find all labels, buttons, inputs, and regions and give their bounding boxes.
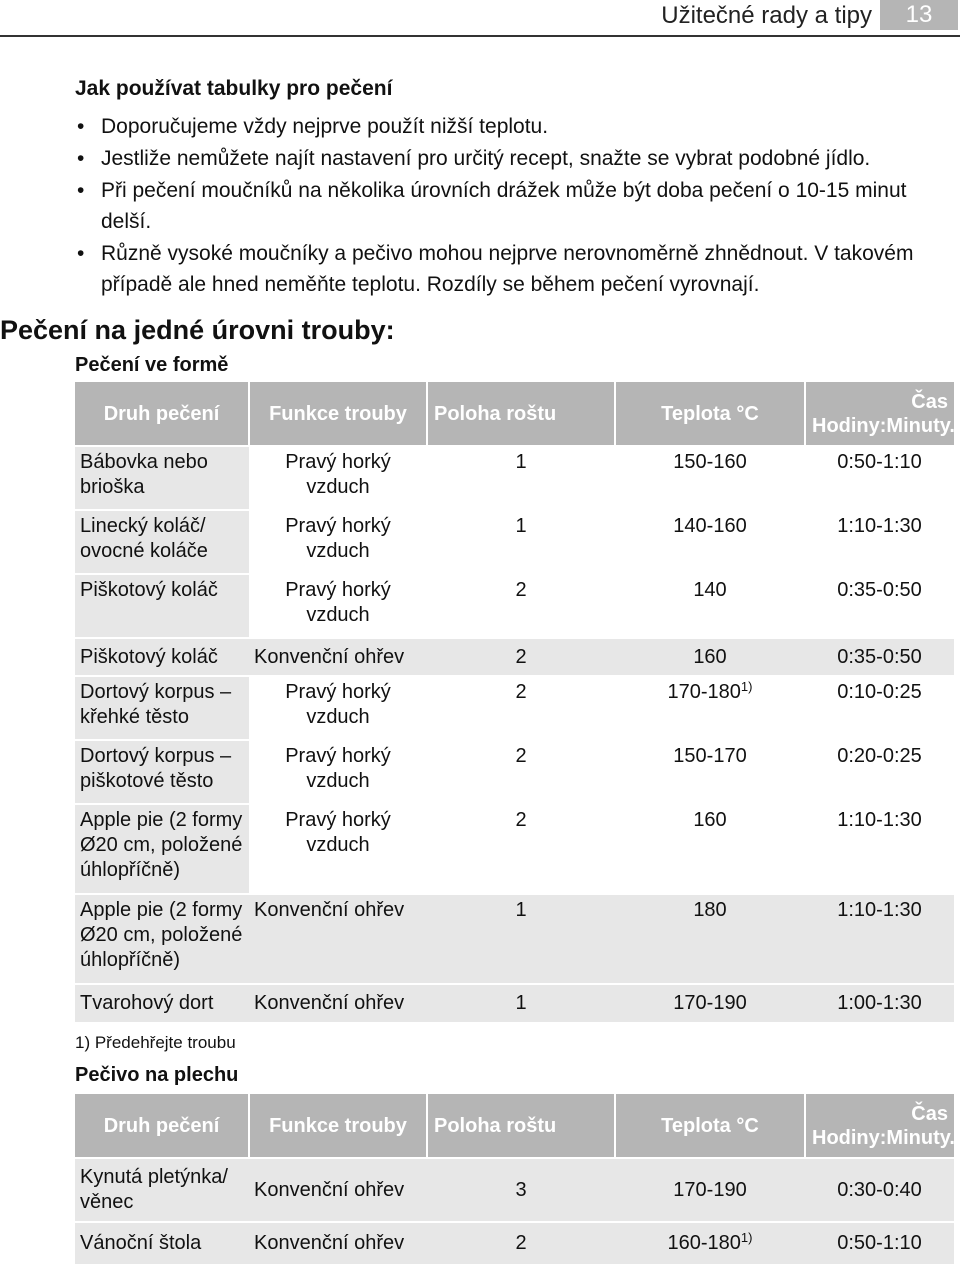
cell-level: 2	[427, 1222, 615, 1264]
page-number: 13	[880, 0, 958, 30]
cell-type: Piškotový koláč	[75, 638, 249, 676]
table2-title: Pečivo na plechu	[75, 1064, 239, 1086]
tips-list	[75, 111, 945, 301]
cell-time: 0:20-0:25	[805, 740, 954, 804]
cell-type: Vánoční štola	[75, 1222, 249, 1264]
cell-function: Konvenční ohřev	[249, 984, 427, 1022]
cell-time: 0:35-0:50	[805, 574, 954, 638]
cell-temp: 180	[615, 894, 805, 984]
cell-temp: 160	[615, 638, 805, 676]
table1-title: Pečení ve formě	[75, 354, 229, 376]
cell-type: Apple pie (2 formy Ø20 cm, položené úhlopříčně)	[75, 894, 249, 984]
cell-level: 2	[427, 574, 615, 638]
cell-time: 1:00-1:30	[805, 984, 954, 1022]
cell-level: 2	[427, 676, 615, 740]
baking-table-forms	[75, 382, 954, 1022]
cell-type: Tvarohový dort	[75, 984, 249, 1022]
header-function: Funkce trouby	[249, 382, 427, 446]
header-level: Poloha roštu	[427, 382, 615, 446]
cell-level: 2	[427, 740, 615, 804]
tip-item: • Různě vysoké moučníky a pečivo mohou nejprve nerovnoměrně zhnědnout. V takovém případě ale hned neměňte teplotu. Rozdíly se během pečení vyrovnají.	[75, 238, 945, 300]
cell-function: Pravý horký vzduch	[249, 510, 427, 574]
running-header-title: Užitečné rady a tipy	[661, 2, 872, 29]
tip-item: • Jestliže nemůžete najít nastavení pro určitý recept, snažte se vybrat podobné jídlo.	[75, 143, 945, 174]
cell-type: Linecký koláč/ ovocné koláče	[75, 510, 249, 574]
tip-item: • Doporučujeme vždy nejprve použít nižší teplotu.	[75, 111, 945, 142]
cell-temp: 170-190	[615, 984, 805, 1022]
cell-type: Piškotový koláč	[75, 574, 249, 638]
cell-function: Pravý horký vzduch	[249, 446, 427, 510]
tips-heading: Jak používat tabulky pro pečení	[75, 77, 393, 100]
cell-type: Bábovka nebo brioška	[75, 446, 249, 510]
cell-temp: 150-170	[615, 740, 805, 804]
cell-type: Apple pie (2 formy Ø20 cm, položené úhlopříčně)	[75, 804, 249, 894]
cell-temp: 160	[615, 804, 805, 894]
header-temp: Teplota °C	[615, 382, 805, 446]
cell-function: Pravý horký vzduch	[249, 804, 427, 894]
cell-time: 0:50-1:10	[805, 446, 954, 510]
header-divider	[0, 35, 960, 37]
header-time: Čas Hodiny:Minuty.	[805, 382, 954, 446]
header-level: Poloha roštu	[427, 1094, 615, 1158]
cell-temp: 140	[615, 574, 805, 638]
footnote: 1) Předehřejte troubu	[75, 1033, 236, 1052]
cell-function: Konvenční ohřev	[249, 1222, 427, 1264]
tip-item: • Při pečení moučníků na několika úrovních drážek může být doba pečení o 10-15 minut delší.	[75, 175, 945, 237]
header-type: Druh pečení	[75, 1094, 249, 1158]
cell-time: 0:35-0:50	[805, 638, 954, 676]
cell-function: Konvenční ohřev	[249, 894, 427, 984]
cell-function: Pravý horký vzduch	[249, 574, 427, 638]
cell-temp: 170-180$^{1)}$	[615, 676, 805, 740]
cell-temp: 150-160	[615, 446, 805, 510]
cell-type: Dortový korpus – piškotové těsto	[75, 740, 249, 804]
cell-level: 2	[427, 804, 615, 894]
header-temp: Teplota °C	[615, 1094, 805, 1158]
cell-temp: 160-180$^{1)}$	[615, 1222, 805, 1264]
cell-time: 1:10-1:30	[805, 804, 954, 894]
cell-time: 0:30-0:40	[805, 1158, 954, 1222]
cell-time: 0:10-0:25	[805, 676, 954, 740]
cell-level: 1	[427, 984, 615, 1022]
cell-temp: 170-190	[615, 1158, 805, 1222]
cell-time: 1:10-1:30	[805, 510, 954, 574]
cell-function: Pravý horký vzduch	[249, 676, 427, 740]
cell-function: Konvenční ohřev	[249, 638, 427, 676]
cell-level: 1	[427, 510, 615, 574]
section-title: Pečení na jedné úrovni trouby:	[0, 315, 395, 345]
cell-level: 3	[427, 1158, 615, 1222]
cell-type: Dortový korpus – křehké těsto	[75, 676, 249, 740]
cell-level: 1	[427, 446, 615, 510]
cell-function: Konvenční ohřev	[249, 1158, 427, 1222]
cell-time: 1:10-1:30	[805, 894, 954, 984]
header-function: Funkce trouby	[249, 1094, 427, 1158]
cell-type: Kynutá pletýnka/ věnec	[75, 1158, 249, 1222]
cell-level: 2	[427, 638, 615, 676]
header-time: Čas Hodiny:Minuty.	[805, 1094, 954, 1158]
header-type: Druh pečení	[75, 382, 249, 446]
cell-function: Pravý horký vzduch	[249, 740, 427, 804]
cell-time: 0:50-1:10	[805, 1222, 954, 1264]
cell-level: 1	[427, 894, 615, 984]
cell-temp: 140-160	[615, 510, 805, 574]
baking-table-trays	[75, 1094, 954, 1264]
